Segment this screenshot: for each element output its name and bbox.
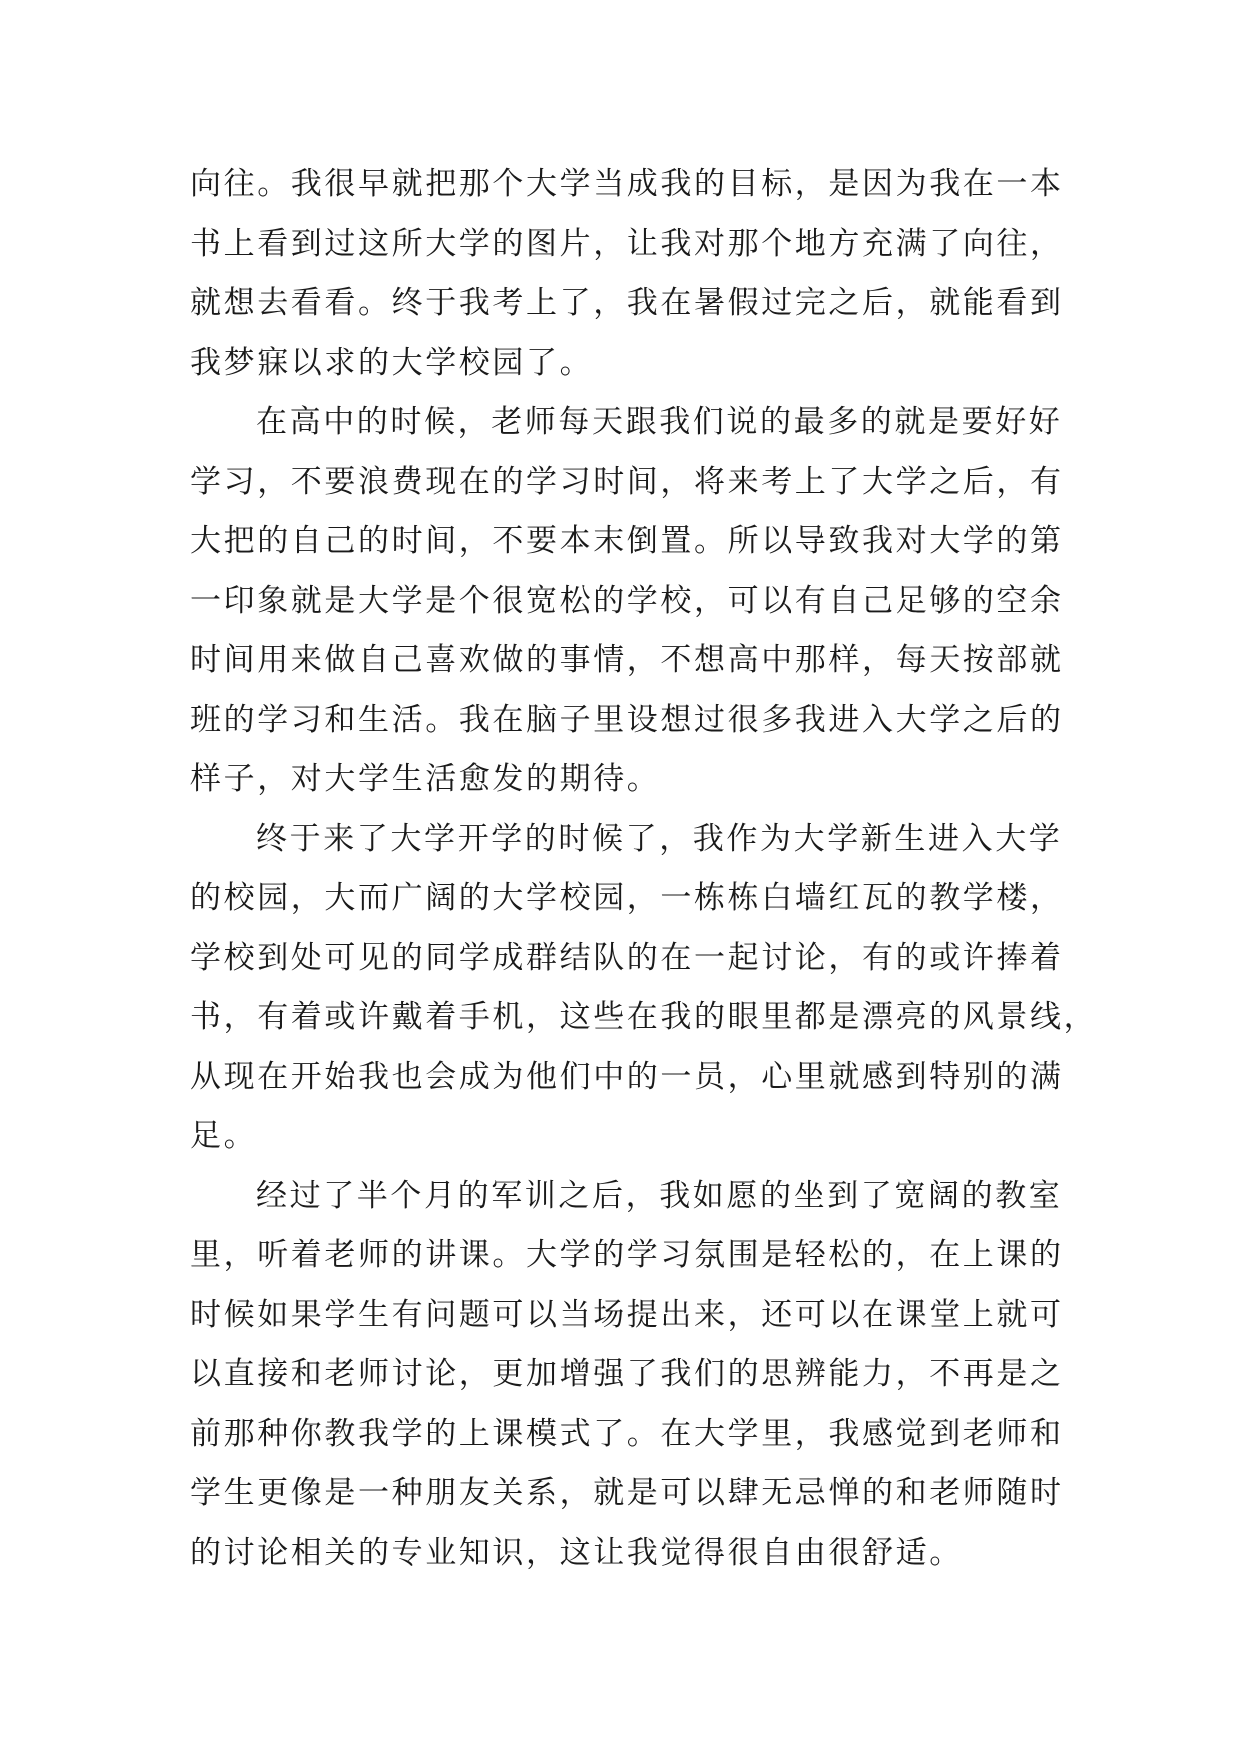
- text-line: 大把的自己的时间，不要本末倒置。所以导致我对大学的第: [190, 523, 1064, 559]
- text-line: 的校园，大而广阔的大学校园，一栋栋白墙红瓦的教学楼，: [190, 880, 1064, 916]
- text-line: 样子，对大学生活愈发的期待。: [190, 761, 661, 797]
- text-line: 书，有着或许戴着手机，这些在我的眼里都是漂亮的风景线，: [190, 999, 1098, 1035]
- text-line: 足。: [190, 1118, 258, 1154]
- paragraph-1: [190, 155, 1064, 393]
- text-line: 时间用来做自己喜欢做的事情，不想高中那样，每天按部就: [190, 642, 1064, 678]
- text-line: 向往。我很早就把那个大学当成我的目标，是因为我在一本: [190, 166, 1064, 202]
- text-line: 以直接和老师讨论，更加增强了我们的思辨能力，不再是之: [190, 1356, 1064, 1392]
- text-line-first: 在高中的时候，老师每天跟我们说的最多的就是要好好: [256, 404, 1063, 440]
- text-line: 学习，不要浪费现在的学习时间，将来考上了大学之后，有: [190, 463, 1064, 500]
- paragraph-2: [190, 393, 1064, 810]
- text-line: 的讨论相关的专业知识，这让我觉得很自由很舒适。: [190, 1534, 963, 1571]
- text-line: 时候如果学生有问题可以当场提出来，还可以在课堂上就可: [190, 1296, 1064, 1333]
- text-line: 我梦寐以求的大学校园了。: [190, 344, 594, 381]
- text-line: 里，听着老师的讲课。大学的学习氛围是轻松的，在上课的: [190, 1237, 1064, 1273]
- text-line: 就想去看看。终于我考上了，我在暑假过完之后，就能看到: [190, 285, 1064, 321]
- paragraph-4: [190, 1167, 1064, 1584]
- text-line-first: 终于来了大学开学的时候了，我作为大学新生进入大学: [256, 820, 1063, 857]
- text-line: 从现在开始我也会成为他们中的一员，心里就感到特别的满: [190, 1058, 1064, 1095]
- text-line: 学校到处可见的同学成群结队的在一起讨论，有的或许捧着: [190, 939, 1064, 976]
- text-line: 学生更像是一种朋友关系，就是可以肆无忌惮的和老师随时: [190, 1475, 1064, 1511]
- text-line: 一印象就是大学是个很宽松的学校，可以有自己足够的空余: [190, 582, 1064, 619]
- text-line: 班的学习和生活。我在脑子里设想过很多我进入大学之后的: [190, 701, 1064, 738]
- document-body: [190, 155, 1098, 1583]
- text-line: 前那种你教我学的上课模式了。在大学里，我感觉到老师和: [190, 1415, 1064, 1452]
- text-line-first: 经过了半个月的军训之后，我如愿的坐到了宽阔的教室: [256, 1177, 1063, 1214]
- paragraph-3: [190, 810, 1098, 1167]
- text-line: 书上看到过这所大学的图片，让我对那个地方充满了向往，: [190, 225, 1064, 262]
